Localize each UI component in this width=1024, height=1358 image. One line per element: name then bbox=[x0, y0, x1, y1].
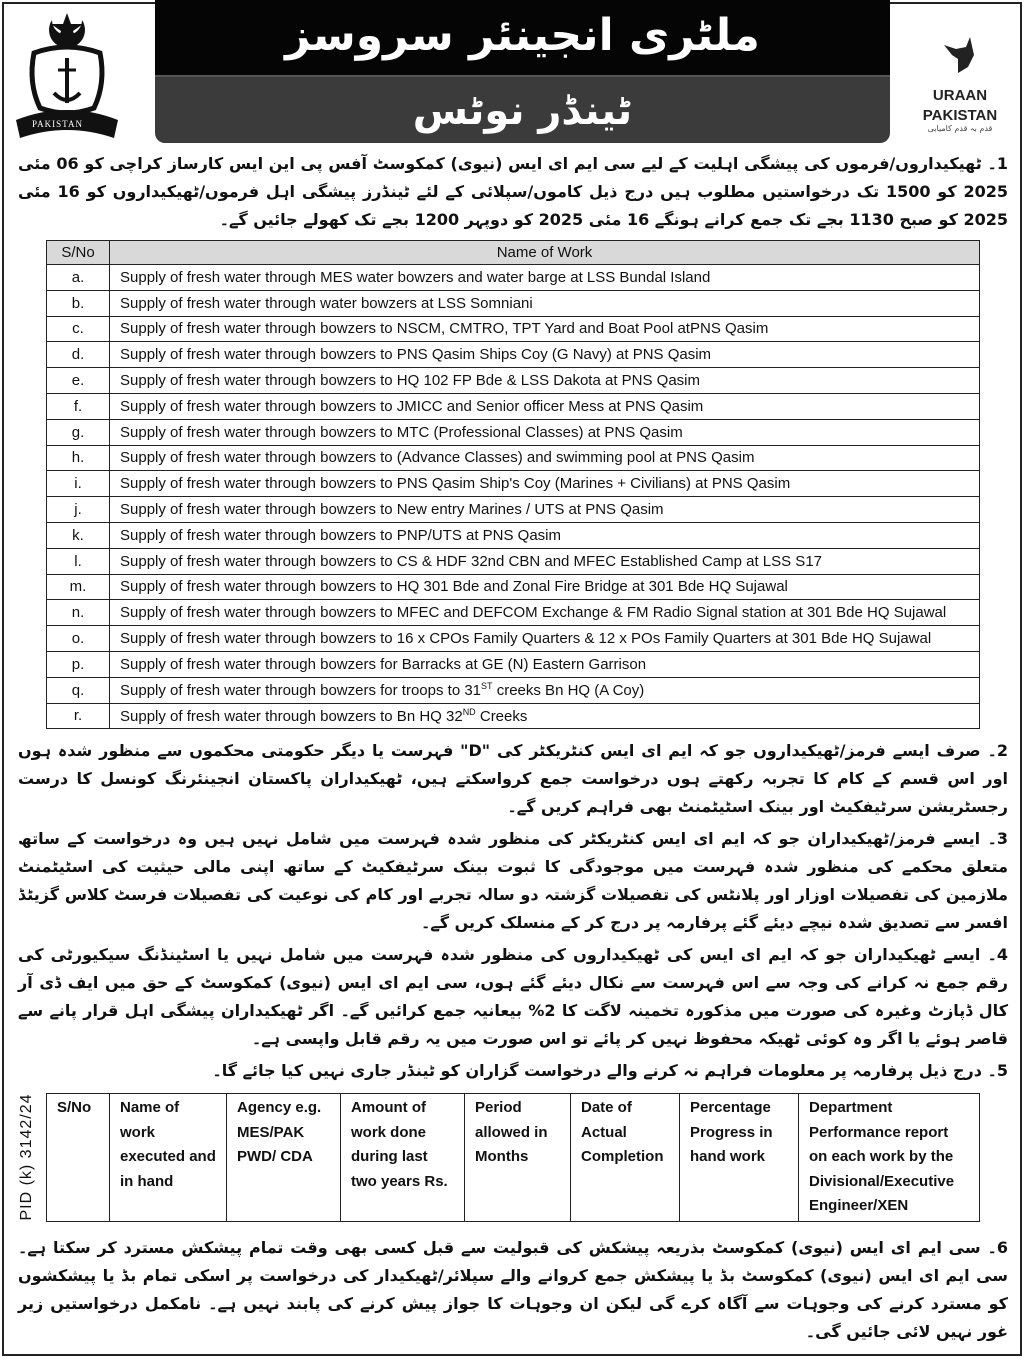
work-text: Supply of fresh water through bowzers to CS & HDF 32nd CBN and MFEC Established Camp at LSS S17 bbox=[120, 552, 822, 570]
row-work bbox=[110, 522, 980, 548]
ordinal-suffix: ND bbox=[462, 706, 476, 717]
row-sno: o. bbox=[47, 626, 110, 652]
row-work bbox=[110, 368, 980, 394]
performa-header-sno: S/No bbox=[47, 1094, 110, 1222]
table-row bbox=[47, 393, 980, 419]
row-work bbox=[110, 677, 980, 703]
ordinal-suffix: ST bbox=[481, 681, 493, 692]
row-work bbox=[110, 703, 980, 729]
header-name-of-work: Name of Work bbox=[110, 241, 980, 265]
row-work bbox=[110, 316, 980, 342]
work-text: Supply of fresh water through bowzers to Bn HQ 32 bbox=[120, 707, 463, 725]
row-sno: h. bbox=[47, 445, 110, 471]
row-sno: n. bbox=[47, 600, 110, 626]
logo-title-1: URAAN bbox=[932, 87, 988, 104]
performa-section bbox=[18, 1093, 1008, 1222]
table-row bbox=[47, 497, 980, 523]
row-sno: m. bbox=[47, 574, 110, 600]
row-sno: r. bbox=[47, 703, 110, 729]
table-row bbox=[47, 316, 980, 342]
row-work bbox=[110, 290, 980, 316]
work-text: Supply of fresh water through bowzers to NSCM, CMTRO, TPT Yard and Boat Pool atPNS Qasim bbox=[120, 320, 769, 338]
row-sno: j. bbox=[47, 497, 110, 523]
row-work bbox=[110, 600, 980, 626]
works-table bbox=[46, 240, 980, 729]
row-sno: e. bbox=[47, 368, 110, 394]
performa-header-name-of-work: Name of work executed and in hand bbox=[110, 1094, 227, 1222]
work-text: Supply of fresh water through bowzers to JMICC and Senior officer Mess at PNS Qasim bbox=[120, 397, 704, 415]
paragraph-6: 6۔ سی ایم ای ایس (نیوی) کمکوسٹ بذریعہ پیشکش کی قبولیت سے قبل کسی بھی وقت تمام پیشکش مسترد کر سکتا ہے۔ سی ایم ای ایس (نیوی) کمکوسٹ بڈ یا پیشکش جمع کروانے والے سپلائر/ٹھیکیدار کی درخواست پر اسکی تمام بڈ یا پیشکشوں کو مسترد کرنے کی وجوہات سے آگاہ کرے گی لیکن ان وجوہات کا جواز پیش کرنے کی پابند نہیں ہے۔ نامکمل درخواستیں زیر غور نہیں لائی جائیں گی۔ bbox=[18, 1237, 1008, 1341]
paragraph-4: 4۔ ایسے ٹھیکیداران جو کہ ایم ای ایس کی ٹھیکیداروں کی منظور شدہ فہرست میں شامل نہیں یا اسٹینڈنگ سیکیورٹی کی رقم جمع نہ کرانے کی وجہ سے اس فہرست سے نکال دیئے گئے ہوں، سی ایم ای ایس (نیوی) کمکوسٹ کے حق میں ایف ڈی آر کال ڈپازٹ وغیرہ کی صورت میں مذکورہ تخمینہ لاگت کا 2% بیعانیہ جمع کرائیں گے۔ اگر ٹھیکیداران پیشگی اہل قرار پانے سے قاصر ہوئے یا اگر وہ کوئی ٹھیکہ محفوظ نہیں کر پائے تو اس صورت میں یہ رقم قابل واپسی ہے۔ bbox=[18, 945, 1008, 1049]
work-text: Supply of fresh water through bowzers to PNS Qasim Ships Coy (G Navy) at PNS Qasim bbox=[120, 346, 712, 364]
row-sno: c. bbox=[47, 316, 110, 342]
notice-body bbox=[18, 0, 1008, 1358]
work-text-after: creeks Bn HQ (A Coy) bbox=[492, 682, 645, 700]
table-row bbox=[47, 703, 980, 729]
work-text: Supply of fresh water through bowzers to New entry Marines / UTS at PNS Qasim bbox=[120, 501, 664, 519]
work-text: Supply of fresh water through bowzers to MTC (Professional Classes) at PNS Qasim bbox=[120, 423, 683, 441]
table-row bbox=[47, 290, 980, 316]
page-title: ملٹری انجینئر سروسز bbox=[155, 0, 890, 75]
row-sno: i. bbox=[47, 471, 110, 497]
logo-text: PAKISTAN bbox=[32, 119, 83, 129]
table-header-row bbox=[47, 241, 980, 265]
row-sno: k. bbox=[47, 522, 110, 548]
row-sno: p. bbox=[47, 651, 110, 677]
table-row bbox=[47, 574, 980, 600]
pid-number: PID (k) 3142/24 bbox=[18, 1093, 35, 1221]
page-subtitle: ٹینڈر نوٹس bbox=[155, 75, 890, 143]
table-row bbox=[47, 445, 980, 471]
table-row bbox=[47, 265, 980, 291]
table-row bbox=[47, 471, 980, 497]
paragraph-1: 1۔ ٹھیکیداروں/فرموں کی پیشگی اہلیت کے لیے سی ایم ای ایس (نیوی) کمکوسٹ آفس پی این ایس کارساز کراچی کو 06 مئی 2025 کو 1500 تک درخواستیں مطلوب ہیں درج ذیل کاموں/سپلائی کے لئے ٹینڈرز پیشگی اہل فرموں/ٹھیکیداروں کو 16 مئی 2025 کو صبح 1130 بجے تک جمع کرانے ہونگے 16 مئی 2025 کو دوپہر 1200 بجے تک کھولے جائیں گے۔ bbox=[18, 154, 1009, 229]
row-work bbox=[110, 497, 980, 523]
work-text: Supply of fresh water through bowzers for troops to 31 bbox=[120, 682, 482, 700]
work-text: Supply of fresh water through MES water bowzers and water barge at LSS Bundal Island bbox=[120, 268, 711, 286]
table-row bbox=[47, 548, 980, 574]
row-work bbox=[110, 626, 980, 652]
table-row bbox=[47, 626, 980, 652]
performa-header-period: Period allowed in Months bbox=[465, 1094, 571, 1222]
work-text: Supply of fresh water through water bowzers at LSS Somniani bbox=[120, 294, 533, 312]
row-work bbox=[110, 342, 980, 368]
header-sno: S/No bbox=[47, 241, 110, 265]
row-sno: d. bbox=[47, 342, 110, 368]
table-row bbox=[47, 600, 980, 626]
work-text-after: Creeks bbox=[475, 707, 528, 725]
row-work bbox=[110, 471, 980, 497]
performa-header-completion-date: Date of Actual Completion bbox=[571, 1094, 680, 1222]
table-row bbox=[47, 342, 980, 368]
performa-header-row bbox=[47, 1094, 980, 1222]
row-sno: b. bbox=[47, 290, 110, 316]
table-row bbox=[47, 677, 980, 703]
work-text: Supply of fresh water through bowzers to MFEC and DEFCOM Exchange & FM Radio Signal station at 301 Bde HQ Sujawal bbox=[120, 604, 947, 622]
row-work bbox=[110, 445, 980, 471]
row-sno: f. bbox=[47, 393, 110, 419]
work-text: Supply of fresh water through bowzers to HQ 301 Bde and Zonal Fire Bridge at 301 Bde HQ Sujawal bbox=[120, 578, 788, 596]
work-text: Supply of fresh water through bowzers to (Advance Classes) and swimming pool at PNS Qasim bbox=[120, 449, 755, 467]
paragraph-5: 5۔ درج ذیل پرفارمہ پر معلومات فراہم نہ کرنے والے درخواست گزاران کو ٹینڈر جاری نہیں کیا جائے گا۔ bbox=[212, 1061, 1008, 1081]
work-text: Supply of fresh water through bowzers to PNP/UTS at PNS Qasim bbox=[120, 526, 562, 544]
row-sno: l. bbox=[47, 548, 110, 574]
row-work bbox=[110, 393, 980, 419]
row-sno: q. bbox=[47, 677, 110, 703]
performa-header-progress: Percentage Progress in hand work bbox=[680, 1094, 799, 1222]
row-work bbox=[110, 265, 980, 291]
row-work bbox=[110, 548, 980, 574]
performa-header-performance-report: Department Performance report on each work by the Divisional/Executive Engineer/XEN bbox=[799, 1094, 980, 1222]
work-text: Supply of fresh water through bowzers to 16 x CPOs Family Quarters & 12 x POs Family Quarters at 301 Bde HQ Sujawal bbox=[120, 630, 932, 648]
paragraph-3: 3۔ ایسے فرمز/ٹھیکیداران جو کہ ایم ای ایس کنٹریکٹر کی منظور شدہ فہرست میں شامل نہیں ہیں وہ درخواست کے ساتھ متعلق محکمے کی منظور شدہ فہرست میں موجودگی کا ثبوت بینک سرٹیفکیٹ کے ساتھ اپنی مالی حیثیت کی اسٹیٹمنٹ ملازمین کی تفصیلات اوزار اور پلانٹس کی تفصیلات گزشتہ دو سالہ تجربے اور کام کی نوعیت کی تفصیلات فرسٹ کلاس گزیٹڈ افسر سے تصدیق شدہ نیچے دیئے گئے پرفارمہ پر درج کر کے منسلک کریں گے۔ bbox=[18, 829, 1008, 933]
performa-header-agency: Agency e.g. MES/PAK PWD/ CDA bbox=[227, 1094, 341, 1222]
table-row bbox=[47, 651, 980, 677]
row-work bbox=[110, 419, 980, 445]
table-row bbox=[47, 522, 980, 548]
work-text: Supply of fresh water through bowzers for Barracks at GE (N) Eastern Garrison bbox=[120, 655, 647, 673]
performa-header-amount: Amount of work done during last two years Rs. bbox=[341, 1094, 465, 1222]
table-row bbox=[47, 368, 980, 394]
logo-tagline: قدم بہ قدم کامیابی bbox=[927, 124, 993, 133]
row-work bbox=[110, 574, 980, 600]
performa-table bbox=[46, 1093, 980, 1222]
row-sno: g. bbox=[47, 419, 110, 445]
work-text: Supply of fresh water through bowzers to HQ 102 FP Bde & LSS Dakota at PNS Qasim bbox=[120, 372, 701, 390]
table-row bbox=[47, 419, 980, 445]
paragraph-2: 2۔ صرف ایسے فرمز/ٹھیکیداروں جو کہ ایم ای ایس کنٹریکٹر کی "D" فہرست یا دیگر حکومتی محکموں سے منظور شدہ ہوں اور اس قسم کے کام کا تجربہ رکھتے ہوں درخواست جمع کرواسکتے ہیں، ٹھیکیداران پاکستان انجینئرنگ کونسل کا درست رجسٹریشن سرٹیفکیٹ اور بینک اسٹیٹمنٹ بھی فراہم کریں گے۔ bbox=[18, 741, 1009, 817]
row-sno: a. bbox=[47, 265, 110, 291]
logo-title-2: PAKISTAN bbox=[922, 107, 998, 124]
row-work bbox=[110, 651, 980, 677]
work-text: Supply of fresh water through bowzers to PNS Qasim Ship's Coy (Marines + Civilians) at PNS Qasim bbox=[120, 475, 791, 493]
